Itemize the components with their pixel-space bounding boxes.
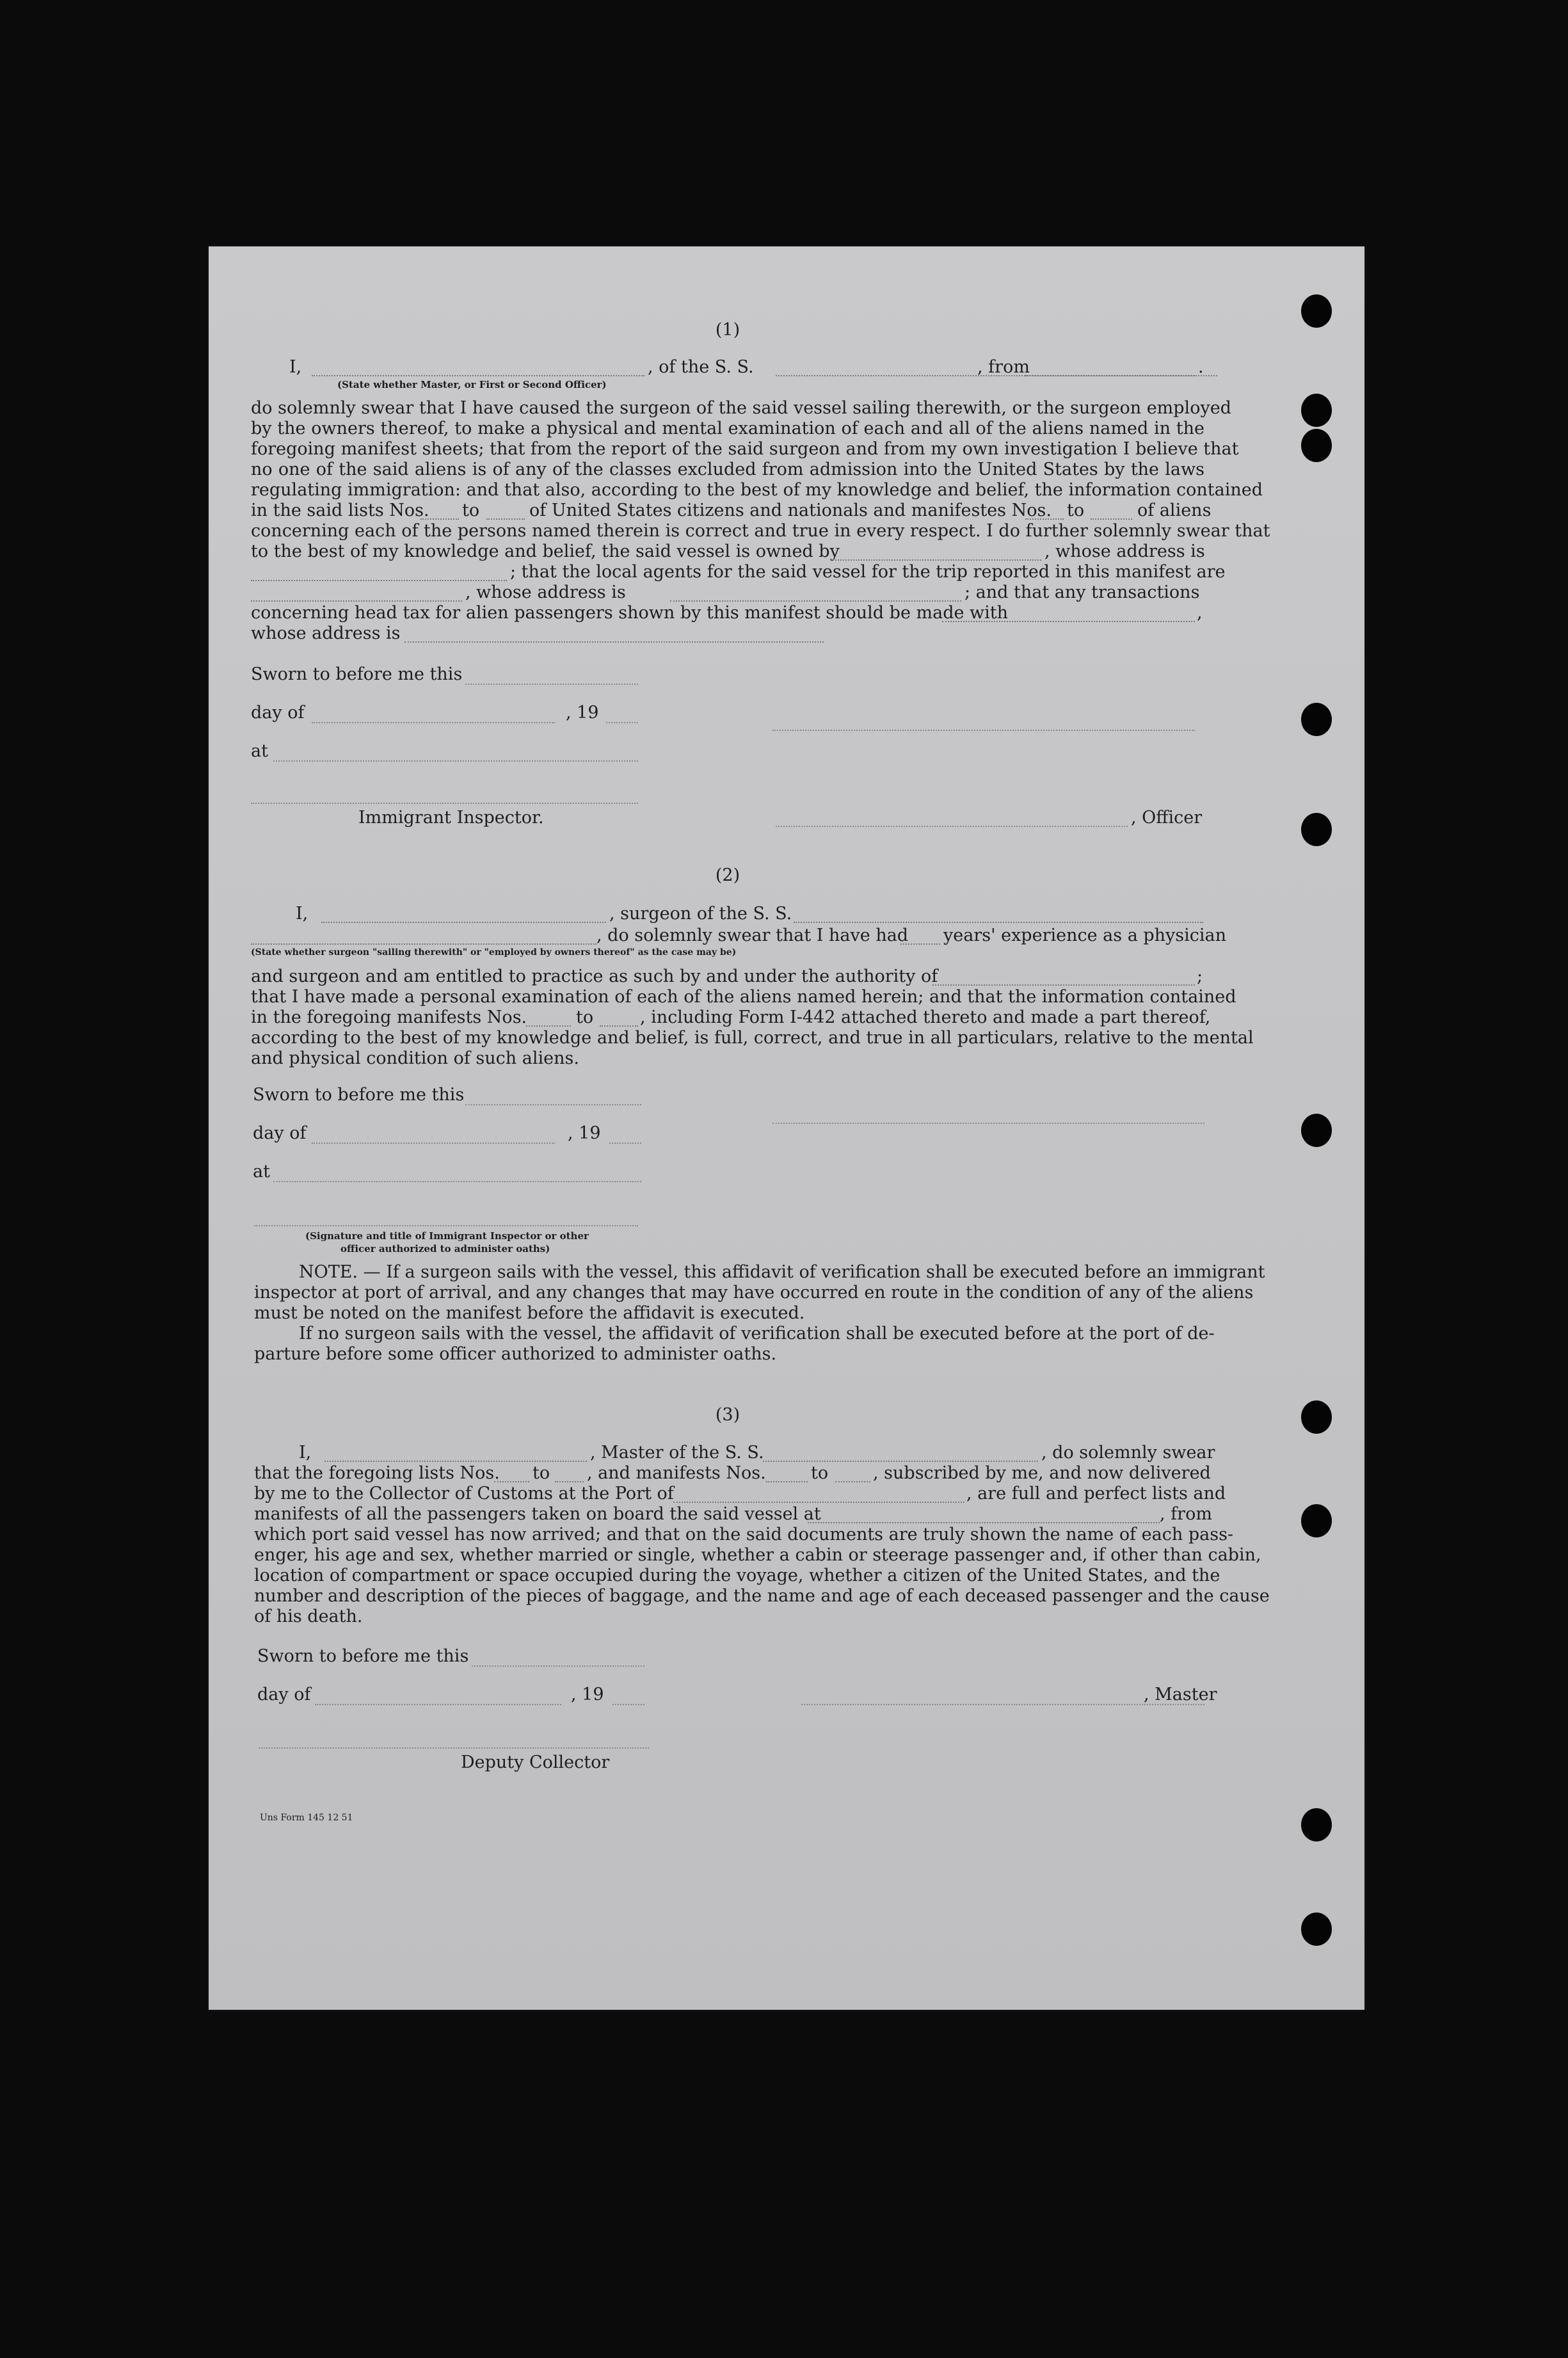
punch-hole [1301,1400,1332,1434]
officer-signature-field[interactable] [772,728,1195,731]
punch-hole [1301,394,1332,427]
day-month-field[interactable] [312,1141,555,1144]
boarding-port-field[interactable] [808,1508,1160,1523]
year-label: , 19 [566,703,599,723]
at-label: at [253,1162,270,1182]
year-field[interactable] [609,1141,641,1144]
at-label: at [251,741,268,761]
master-vessel-field[interactable] [763,1447,1038,1462]
form-number: Uns Form 145 12 51 [260,1813,353,1823]
sworn-date-field[interactable] [465,682,638,685]
punch-hole [1301,813,1332,846]
section-3-number: (3) [715,1405,740,1425]
punch-hole [1301,1808,1332,1841]
year-field[interactable] [612,1703,644,1705]
day-month-field[interactable] [315,1703,561,1705]
section-1-number: (1) [715,320,740,340]
surgeon-manifest-from-field[interactable] [526,1011,571,1027]
day-month-field[interactable] [312,721,555,723]
owner-field[interactable] [830,545,1041,561]
surgeon-status-field[interactable] [251,929,596,945]
master-name-field[interactable] [324,1447,587,1462]
surgeon-signature-field[interactable] [772,1121,1204,1124]
surgeon-note: (State whether surgeon "sailing therewith" or "employed by owners thereof" as the case may be) [251,947,737,958]
punch-hole [1301,1504,1332,1537]
punch-hole [1301,1114,1332,1147]
master-lists-from-field[interactable] [494,1467,529,1482]
inspector-signature-field[interactable] [251,801,638,804]
surgeon-vessel-field[interactable] [794,908,1203,923]
administering-officer-signature-field[interactable] [254,1224,638,1226]
deputy-collector-label: Deputy Collector [461,1752,610,1772]
port-field[interactable] [673,1488,964,1503]
officer-note: (State whether Master, or First or Second Officer) [337,379,607,390]
immigrant-inspector-label: Immigrant Inspector. [358,808,544,828]
agents-address-field[interactable] [670,586,961,602]
day-label: day of [257,1685,311,1704]
year-label: , 19 [568,1123,601,1143]
manifests-no-from-field[interactable] [1025,504,1064,520]
head-tax-address-field[interactable] [404,627,824,643]
years-experience-field[interactable] [900,929,940,945]
punch-hole [1301,1913,1332,1946]
authority-field[interactable] [932,970,1195,986]
officer-name-field[interactable] [312,361,644,376]
year-field[interactable] [606,721,638,723]
owner-address-field[interactable] [251,566,507,581]
punch-hole [1301,703,1332,736]
punch-hole [1301,429,1332,462]
sworn-date-field[interactable] [472,1664,644,1667]
master-manifests-from-field[interactable] [766,1467,808,1482]
sworn-date-field[interactable] [465,1103,641,1105]
surgeon-name-field[interactable] [321,908,606,923]
from-port-field[interactable] [1025,361,1195,376]
sworn-label: Sworn to before me this [253,1085,465,1105]
at-place-field[interactable] [273,759,638,762]
officer-label: , Officer [1131,808,1203,828]
year-label: , 19 [571,1685,604,1704]
master-lists-to-field[interactable] [555,1467,584,1482]
sworn-label: Sworn to before me this [257,1646,469,1666]
day-label: day of [253,1123,307,1143]
punch-hole [1301,294,1332,328]
master-label: , Master [1144,1685,1217,1704]
collector-signature-field[interactable] [259,1746,649,1749]
signature-note-1: (Signature and title of Immigrant Inspector or other [305,1230,589,1242]
lists-no-from-field[interactable] [420,504,459,520]
section-2-number: (2) [715,865,740,885]
signature-note-2: officer authorized to administer oaths) [340,1243,550,1255]
lists-no-to-field[interactable] [486,504,525,520]
manifests-no-to-field[interactable] [1091,504,1132,520]
officer-title-field[interactable] [776,824,1128,827]
note-text: NOTE. — If a surgeon sails with the vessel, this affidavit of verification shall be executed before an immigrant [299,1262,1265,1282]
surgeon-manifest-to-field[interactable] [600,1011,638,1027]
sworn-label: Sworn to before me this [251,664,463,684]
master-manifests-to-field[interactable] [835,1467,870,1482]
day-label: day of [251,703,305,723]
at-place-field[interactable] [273,1180,641,1182]
head-tax-contact-field[interactable] [942,607,1195,622]
agents-field[interactable] [251,586,462,602]
